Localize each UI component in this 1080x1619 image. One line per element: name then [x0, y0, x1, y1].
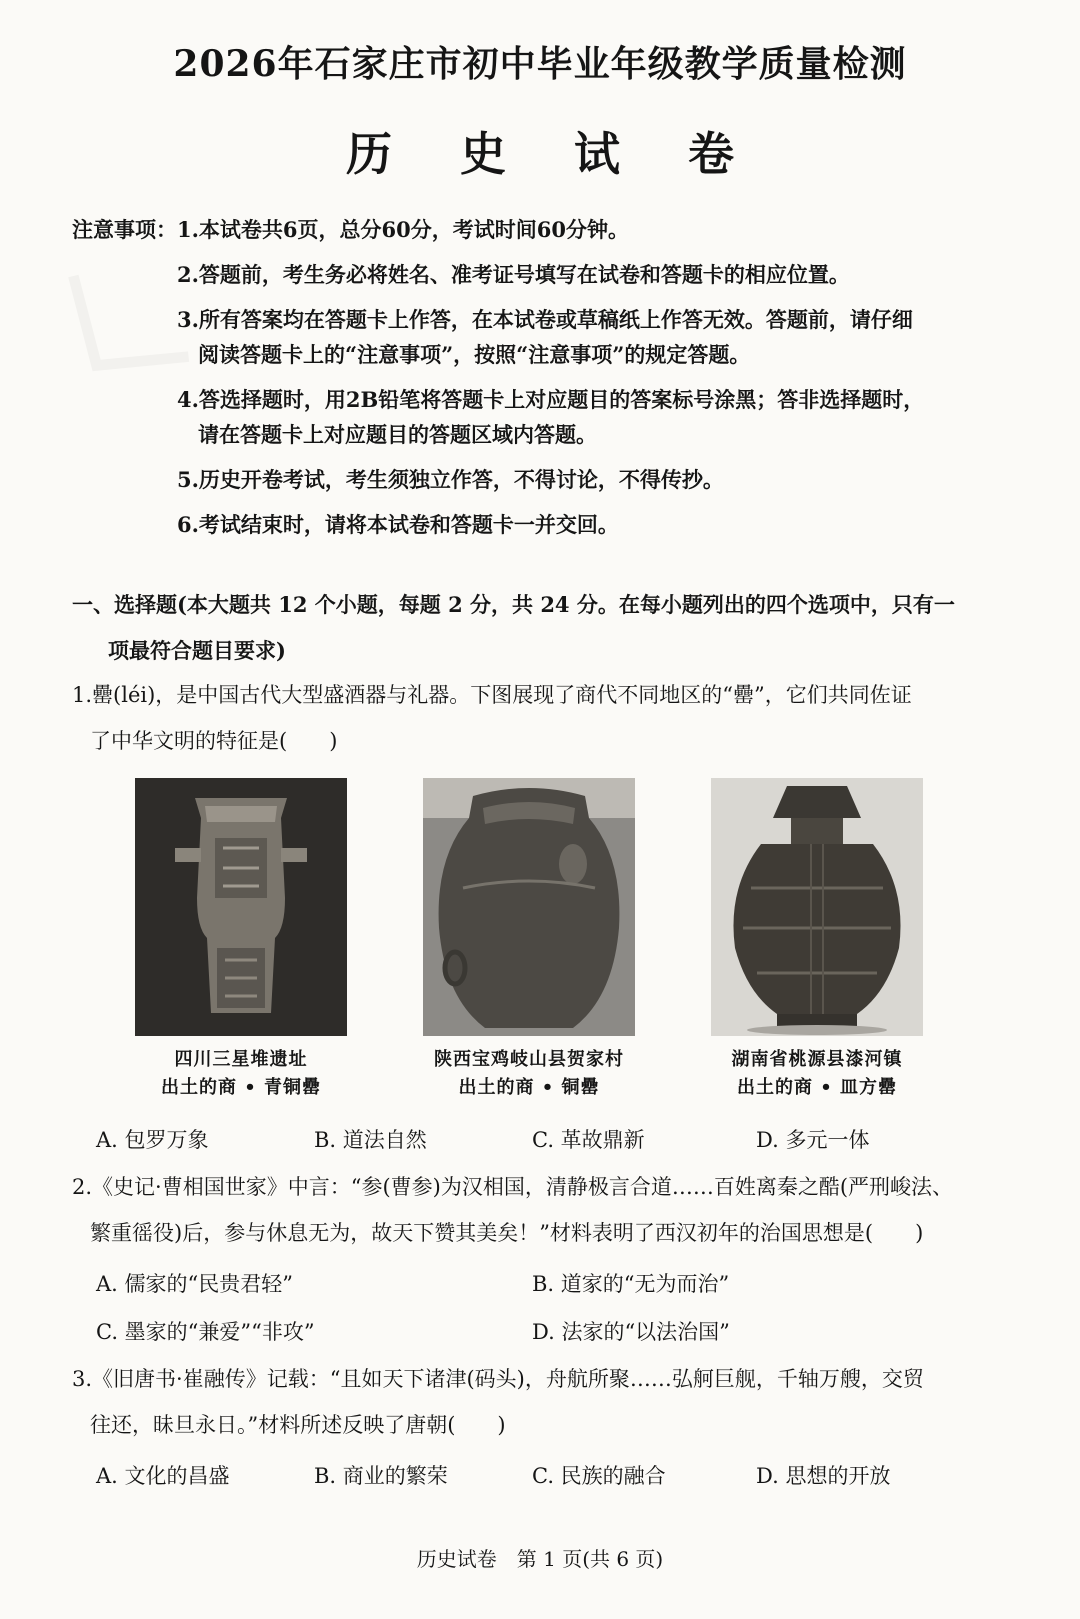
figure-caption-1: 四川三星堆遗址 出土的商 • 青铜罍 — [160, 1049, 322, 1098]
q2-option-c[interactable]: C. 墨家的“兼爱”“非攻” — [96, 1320, 315, 1344]
subject-title: 历 史 试 卷 — [345, 127, 761, 181]
q2-option-b[interactable]: B. 道家的“无为而治” — [532, 1272, 730, 1296]
exam-title: 2026年石家庄市初中毕业年级教学质量检测 — [173, 43, 907, 85]
note-item-2: 2.答题前，考生务必将姓名、准考证号填写在试卷和答题卡的相应位置。 — [177, 262, 850, 287]
q1-option-b[interactable]: B. 道法自然 — [314, 1128, 427, 1152]
question-3: 3.《旧唐书·崔融传》记载：“且如天下诸津(码头)，舟航所聚……弘舸巨舰，千轴万艘，交贸 往还，昧旦永日。”材料所述反映了唐朝( ) — [72, 1367, 924, 1437]
q1-option-a[interactable]: A. 包罗万象 — [96, 1128, 209, 1152]
q3-option-d[interactable]: D. 思想的开放 — [756, 1464, 891, 1488]
figure-baoji-lei — [423, 778, 635, 1036]
note-item-6: 6.考试结束时，请将本试卷和答题卡一并交回。 — [177, 512, 619, 537]
figure-sanxingdui-lei — [135, 778, 347, 1036]
q1-option-c[interactable]: C. 革故鼎新 — [532, 1128, 645, 1152]
figure-caption-3: 湖南省桃源县漆河镇 出土的商 • 皿方罍 — [731, 1049, 903, 1098]
question-2: 2.《史记·曹相国世家》中言：“参(曹参)为汉相国，清静极言合道……百姓离秦之酷(严刑峻法、 繁重徭役)后，参与休息无为，故天下赞其美矣！”材料表明了西汉初年的治国思想是( ) — [72, 1175, 954, 1245]
q3-option-a[interactable]: A. 文化的昌盛 — [96, 1464, 230, 1488]
notes-heading: 注意事项： — [72, 217, 177, 242]
q2-option-a[interactable]: A. 儒家的“民贵君轻” — [96, 1272, 293, 1296]
note-item-1: 注意事项： 1.本试卷共6页，总分60分，考试时间60分钟。 — [72, 212, 1012, 247]
q3-option-b[interactable]: B. 商业的繁荣 — [314, 1464, 448, 1488]
figure-caption-2: 陕西宝鸡岐山县贺家村 出土的商 • 铜罍 — [434, 1049, 624, 1098]
figure-minfang-lei — [711, 778, 923, 1036]
q2-option-d[interactable]: D. 法家的“以法治国” — [532, 1320, 730, 1344]
question-1: 1.罍(léi)，是中国古代大型盛酒器与礼器。下图展现了商代不同地区的“罍”，它们共同佐证 了中华文明的特征是( ) — [72, 683, 912, 753]
page-footer: 历史试卷 第 1 页(共 6 页) — [416, 1547, 664, 1571]
note-item-4: 4.答选择题时，用2B铅笔将答题卡上对应题目的答案标号涂黑；答非选择题时， 请在答题卡上对应题目的答题区域内答题。 — [177, 387, 925, 447]
note-item-5: 5.历史开卷考试，考生须独立作答，不得讨论，不得传抄。 — [177, 467, 724, 492]
section-heading: 一、选择题(本大题共 12 个小题，每题 2 分，共 24 分。在每小题列出的四个选项中，只有一 项最符合题目要求) — [72, 592, 955, 663]
note-item-3: 3.所有答案均在答题卡上作答，在本试卷或草稿纸上作答无效。答题前，请仔细 阅读答题卡上的“注意事项”，按照“注意事项”的规定答题。 — [177, 307, 913, 367]
q1-option-d[interactable]: D. 多元一体 — [756, 1128, 870, 1152]
notes-block — [72, 212, 1012, 542]
q3-option-c[interactable]: C. 民族的融合 — [532, 1464, 666, 1488]
